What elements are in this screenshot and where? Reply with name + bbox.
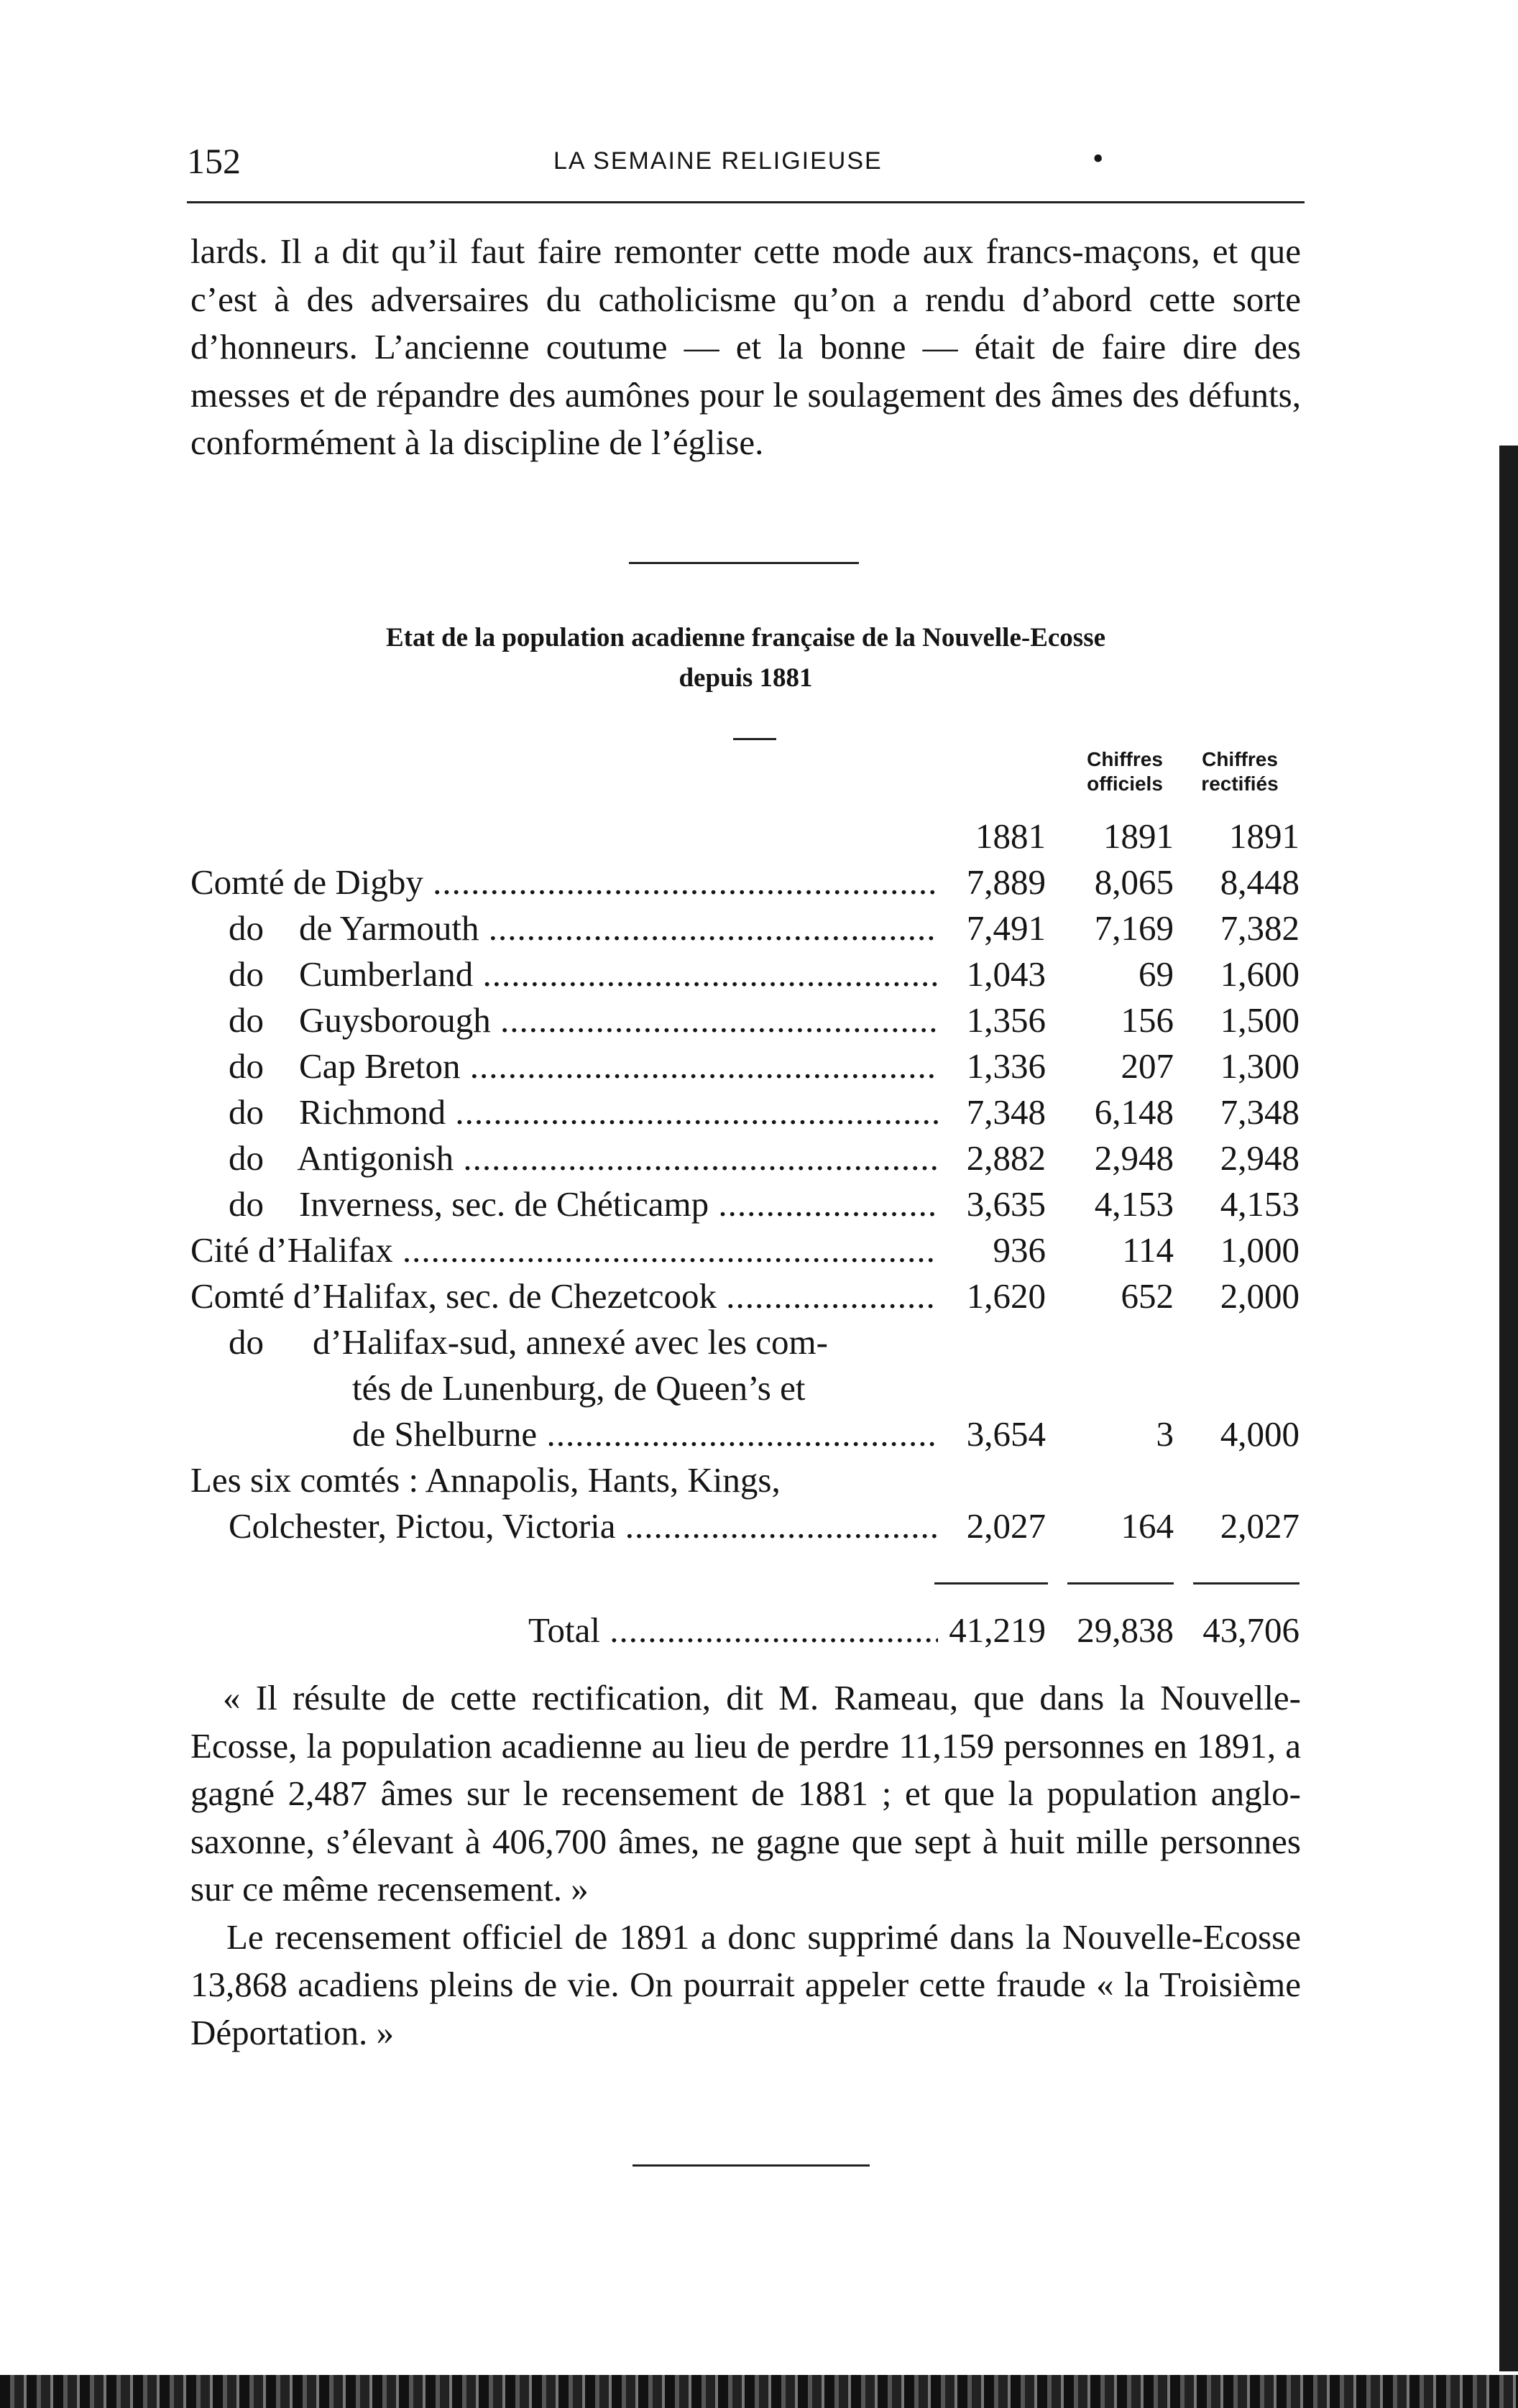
cell-1891-rectifies: 7,382 (1220, 908, 1300, 948)
total-label (528, 1607, 938, 1653)
section-divider (629, 562, 859, 564)
colhead-rectifies-line2: rectifiés (1201, 772, 1279, 795)
scan-edge-shadow (1499, 446, 1518, 2371)
colhead-rectifies (1179, 747, 1301, 796)
total-label-text: Total (528, 1610, 600, 1650)
year-1891-rectifies: 1891 (1229, 816, 1300, 856)
row-label (352, 1411, 938, 1457)
cell-1881: 3,654 (966, 1414, 1046, 1454)
leader-dots (423, 862, 938, 902)
year-1891-officiels: 1891 (1103, 816, 1174, 856)
intro-paragraph (190, 228, 1301, 467)
cell-1891-rectifies: 2,000 (1220, 1276, 1300, 1316)
total-1891-rectifies: 43,706 (1202, 1610, 1300, 1650)
total-rule (934, 1582, 1048, 1584)
total-rule (1067, 1582, 1174, 1584)
cell-1891-officiels: 207 (1121, 1046, 1174, 1086)
leader-dots (717, 1276, 938, 1316)
cell-1891-rectifies: 4,000 (1220, 1414, 1300, 1454)
row-label-text: Comté d’Halifax, sec. de Chezetcook (190, 1276, 717, 1316)
cell-1881: 2,882 (966, 1138, 1046, 1178)
cell-1891-officiels: 2,948 (1094, 1138, 1174, 1178)
cell-1881: 3,635 (966, 1184, 1046, 1224)
row-label-line: d’Halifax-sud, annexé avec les com- (313, 1322, 828, 1362)
header-rule (187, 201, 1305, 203)
leader-dots (473, 954, 938, 994)
cell-1891-rectifies: 2,948 (1220, 1138, 1300, 1178)
row-label (229, 1135, 938, 1181)
year-1881: 1881 (975, 816, 1046, 856)
cell-1881: 7,491 (966, 908, 1046, 948)
quote-paragraph: « Il résulte de cette rectification, dit M. Rameau, que dans la Nouvelle-Ecosse, la population acadienne au lieu de perdre 11,159 personnes en 1891, a gagné 2,487 âmes sur le recensement de 1881 ; et que la population anglo-saxonne, s’élevant à 406,700 âmes, ne gagne que sept à huit mille personnes sur ce même recensement. » (190, 1678, 1301, 1909)
colhead-officiels (1064, 747, 1186, 796)
row-label-line: tés de Lunenburg, de Queen’s et (352, 1368, 806, 1408)
cell-1891-rectifies: 7,348 (1220, 1092, 1300, 1132)
row-label (190, 1227, 938, 1273)
row-label (229, 1503, 938, 1549)
cell-1891-officiels: 652 (1121, 1276, 1174, 1316)
row-label (229, 905, 938, 951)
cell-1891-officiels: 114 (1122, 1230, 1174, 1270)
table-title-line1: Etat de la population acadienne française de la Nouvelle-Ecosse (385, 623, 1106, 652)
row-label (190, 859, 938, 905)
cell-1881: 1,336 (966, 1046, 1046, 1086)
row-label-text: do Richmond (229, 1092, 446, 1132)
cell-1881: 7,889 (966, 862, 1046, 902)
leader-dots (479, 908, 938, 948)
leader-dots (446, 1092, 938, 1132)
colhead-rectifies-line1: Chiffres (1202, 748, 1278, 770)
cell-1891-officiels: 69 (1138, 954, 1174, 994)
total-1881: 41,219 (949, 1610, 1046, 1650)
intro-text: lards. Il a dit qu’il faut faire remonter cette mode aux francs-maçons, et que c’est à des adversaires du catholicisme qu’on a rendu d’abord cette sorte d’honneurs. L’ancienne coutume — et la bonne — était de faire dire des messes et de répandre des aumônes pour le soulagement des âmes des défunts, conformément à la discipline de l’église. (190, 231, 1301, 462)
cell-1891-rectifies: 2,027 (1220, 1506, 1300, 1546)
row-label-text: do Inverness, sec. de Chéticamp (229, 1184, 709, 1224)
row-label-do: do (229, 1322, 264, 1362)
leader-dots (537, 1414, 938, 1454)
cell-1881: 2,027 (966, 1506, 1046, 1546)
row-label-text: do Cap Breton (229, 1046, 461, 1086)
total-1891-officiels: 29,838 (1077, 1610, 1174, 1650)
cell-1891-rectifies: 1,000 (1220, 1230, 1300, 1270)
cell-1891-rectifies: 8,448 (1220, 862, 1300, 902)
cell-1891-rectifies: 4,153 (1220, 1184, 1300, 1224)
closing-paragraph: Le recensement officiel de 1891 a donc supprimé dans la Nouvelle-Ecosse 13,868 acadiens pleins de vie. On pourrait appeler cette fraude « la Troisième Déportation. » (190, 1916, 1301, 2052)
leader-dots (616, 1506, 938, 1546)
page-number: 152 (187, 141, 241, 181)
cell-1891-rectifies: 1,600 (1220, 954, 1300, 994)
cell-1891-officiels: 156 (1121, 1000, 1174, 1040)
page-header (187, 140, 1305, 183)
row-label-text: Cité d’Halifax (190, 1230, 393, 1270)
row-label-text: do de Yarmouth (229, 908, 479, 948)
leader-dots (454, 1138, 938, 1178)
table-title (190, 618, 1301, 698)
leader-dots (709, 1184, 938, 1224)
cell-1891-rectifies: 1,500 (1220, 1000, 1300, 1040)
cell-1891-officiels: 164 (1121, 1506, 1174, 1546)
row-label (229, 997, 938, 1043)
row-label-text: de Shelburne (352, 1414, 538, 1454)
cell-1891-officiels: 7,169 (1094, 908, 1174, 948)
row-label (190, 1273, 938, 1319)
closing-text (190, 1674, 1301, 2057)
table-title-line2: depuis 1881 (678, 663, 813, 693)
header-bullet: • (1092, 141, 1104, 176)
row-label (229, 951, 938, 997)
end-divider (632, 2164, 870, 2167)
row-label-text: Colchester, Pictou, Victoria (229, 1506, 616, 1546)
leader-dots (491, 1000, 938, 1040)
scan-bottom-band (0, 2375, 1518, 2408)
cell-1891-officiels: 3 (1156, 1414, 1174, 1454)
cell-1881: 1,620 (966, 1276, 1046, 1316)
row-label (229, 1089, 938, 1135)
cell-1881: 1,356 (966, 1000, 1046, 1040)
row-label-line: Les six comtés : Annapolis, Hants, Kings, (190, 1460, 781, 1500)
cell-1881: 1,043 (966, 954, 1046, 994)
cell-1891-rectifies: 1,300 (1220, 1046, 1300, 1086)
cell-1891-officiels: 6,148 (1094, 1092, 1174, 1132)
running-head: LA SEMAINE RELIGIEUSE (553, 147, 883, 175)
colhead-officiels-line2: officiels (1087, 772, 1163, 795)
leader-dots (393, 1230, 938, 1270)
colhead-officiels-line1: Chiffres (1087, 748, 1163, 770)
cell-1891-officiels: 8,065 (1094, 862, 1174, 902)
row-label (229, 1043, 938, 1089)
leader-dots (600, 1610, 938, 1650)
row-label-text: do Guysborough (229, 1000, 491, 1040)
row-label-text: Comté de Digby (190, 862, 423, 902)
total-rule (1193, 1582, 1300, 1584)
title-dash (733, 738, 776, 740)
row-label-text: do Cumberland (229, 954, 474, 994)
row-label-text: do Antigonish (229, 1138, 454, 1178)
row-label (229, 1181, 938, 1227)
cell-1881: 7,348 (966, 1092, 1046, 1132)
leader-dots (461, 1046, 938, 1086)
cell-1891-officiels: 4,153 (1094, 1184, 1174, 1224)
cell-1881: 936 (993, 1230, 1046, 1270)
